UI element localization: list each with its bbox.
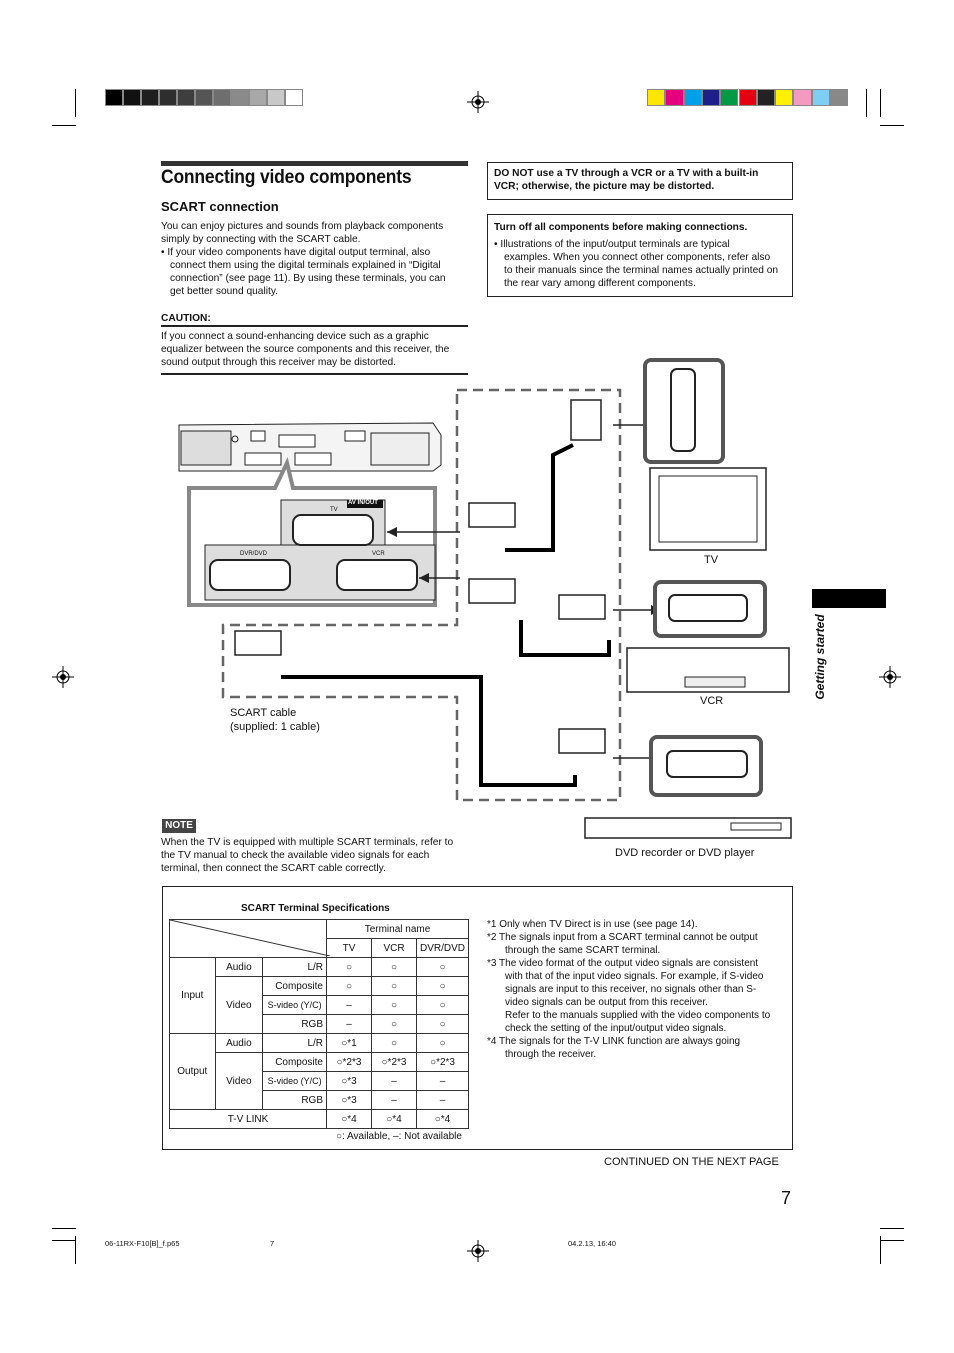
cell: ○ (327, 958, 372, 977)
footnote-line: *2 The signals input from a SCART terminal cannot be output (487, 932, 758, 943)
col-header: DVR/DVD (417, 939, 469, 958)
cell: ○ (372, 958, 417, 977)
row-audio: Audio (215, 958, 263, 977)
vcr-illustration (627, 582, 789, 692)
row-video: Video (215, 1053, 263, 1110)
crop-mark (52, 1228, 76, 1229)
intro-line: You can enjoy pictures and sounds from playback components (161, 221, 444, 232)
note-line: When the TV is equipped with multiple SCART terminals, refer to (161, 837, 454, 848)
cell: – (372, 1091, 417, 1110)
dvd-label: DVD recorder or DVD player (615, 847, 755, 859)
registration-mark-icon (879, 666, 901, 688)
row-video: Video (215, 977, 263, 1034)
cell: ○ (372, 1034, 417, 1053)
cable-label-line: SCART cable (230, 707, 297, 719)
caution-line: If you connect a sound-enhancing device such as a graphic (161, 331, 429, 342)
color-swatch (647, 89, 665, 106)
info-heading: Turn off all components before making connections. (494, 222, 748, 233)
col-header: TV (327, 939, 372, 958)
registration-mark-icon (467, 1240, 489, 1262)
continued-label: CONTINUED ON THE NEXT PAGE (604, 1156, 779, 1168)
intro-bullet: • If your video components have digital output terminal, also (161, 247, 431, 258)
color-swatch (105, 89, 123, 106)
spec-table (169, 919, 469, 1129)
panel-dvr-label: DVR/DVD (240, 551, 268, 557)
color-swatch (267, 89, 285, 106)
terminal-name-header: Terminal name (327, 920, 469, 939)
note-line: terminal, then connect the SCART cable correctly. (161, 863, 386, 874)
cell: ○*3 (327, 1072, 372, 1091)
caution-line: equalizer between the source components and this receiver, the (161, 344, 450, 355)
color-swatch (177, 89, 195, 106)
color-swatch (739, 89, 757, 106)
caution-heading: CAUTION: (161, 313, 211, 324)
cell: ○ (417, 1034, 469, 1053)
info-line: examples. When you connect other components, refer also (504, 252, 771, 263)
row-rgb: RGB (263, 1015, 327, 1034)
crop-mark (880, 1228, 904, 1229)
footnote-line: through the receiver. (505, 1049, 597, 1060)
cell: – (417, 1072, 469, 1091)
cell: ○ (417, 1015, 469, 1034)
footnote-line: signals are input to this receiver, no signals other than S- (505, 984, 757, 995)
row-audio: Audio (215, 1034, 263, 1053)
crop-mark (880, 89, 881, 117)
crop-mark (866, 89, 867, 117)
cell: ○*2*3 (417, 1053, 469, 1072)
intro-bullet: connect them using the digital terminals explained in “Digital (170, 260, 441, 271)
panel-tv-label: TV (330, 507, 338, 513)
note-text (161, 836, 471, 875)
cell: ○*2*3 (327, 1053, 372, 1072)
row-tvlink: T-V LINK (170, 1110, 327, 1129)
cell: ○*3 (327, 1091, 372, 1110)
dvd-illustration (585, 737, 791, 838)
color-swatch (195, 89, 213, 106)
panel-av-label: AV IN/OUT (348, 500, 378, 506)
spec-table-title: SCART Terminal Specifications (241, 903, 390, 914)
intro-text (161, 220, 466, 298)
color-swatch (720, 89, 738, 106)
footnote-line: with that of the input video signals. For example, if S-video (505, 971, 764, 982)
color-swatch (830, 89, 848, 106)
crop-mark (52, 125, 76, 126)
warning-line: VCR; otherwise, the picture may be distorted. (494, 181, 715, 192)
color-swatch (159, 89, 177, 106)
page-title: Connecting video components (161, 167, 412, 188)
footnote-line: *3 The video format of the output video signals are consistent (487, 958, 759, 969)
color-swatch (285, 89, 303, 106)
info-box (487, 214, 793, 297)
color-swatch (141, 89, 159, 106)
info-line: • Illustrations of the input/output terminals are typical (494, 239, 730, 250)
registration-mark-icon (52, 666, 74, 688)
side-tab-label: Getting started (813, 614, 827, 700)
footer-date: 04.2.13, 16:40 (568, 1239, 616, 1248)
caution-rule (161, 325, 468, 327)
info-line: the rear vary among different components. (504, 278, 696, 289)
footnote-line: *4 The signals for the T-V LINK function are always going (487, 1036, 741, 1047)
cable-label-line: (supplied: 1 cable) (230, 721, 320, 733)
cable-label (230, 706, 320, 734)
color-swatch (249, 89, 267, 106)
cell: ○ (372, 996, 417, 1015)
warning-box (487, 162, 793, 200)
cell: ○*2*3 (372, 1053, 417, 1072)
page-number: 7 (781, 1188, 792, 1208)
color-swatch (231, 89, 249, 106)
caution-line: sound output through this receiver may be distorted. (161, 357, 397, 368)
cell: ○ (327, 977, 372, 996)
footnote-line: *1 Only when TV Direct is in use (see page 14). (487, 919, 698, 930)
color-swatch (123, 89, 141, 106)
row-group-input: Input (170, 958, 216, 1034)
cell: ○*1 (327, 1034, 372, 1053)
color-swatch (684, 89, 702, 106)
row-rgb: RGB (263, 1091, 327, 1110)
warning-line: DO NOT use a TV through a VCR or a TV with a built-in (494, 168, 759, 179)
footnote-line: video signals can be output from this receiver. (505, 997, 708, 1008)
row-lr: L/R (263, 958, 327, 977)
color-swatch (665, 89, 683, 106)
cell: ○*4 (327, 1110, 372, 1129)
color-swatch (213, 89, 231, 106)
cell: – (327, 996, 372, 1015)
cell: ○*4 (372, 1110, 417, 1129)
crop-mark (52, 1240, 76, 1241)
diagonal-line (170, 920, 330, 956)
vcr-label: VCR (700, 695, 724, 707)
row-composite: Composite (263, 977, 327, 996)
spec-corner-cell (170, 920, 327, 958)
footnotes (487, 918, 787, 1061)
section-heading: SCART connection (161, 199, 279, 214)
col-header: VCR (372, 939, 417, 958)
cell: ○ (417, 996, 469, 1015)
registration-mark-icon (467, 91, 489, 113)
row-group-output: Output (170, 1034, 216, 1110)
table-legend: ○: Available, –: Not available (336, 1131, 462, 1142)
footnote-line: through the same SCART terminal. (505, 945, 661, 956)
connection-diagram (175, 355, 795, 840)
crop-mark (880, 1240, 904, 1241)
note-line: the TV manual to check the available video signals for each (161, 850, 430, 861)
footnote-line: check the setting of the input/output video signals. (505, 1023, 727, 1034)
cell: – (372, 1072, 417, 1091)
crop-mark (75, 89, 76, 117)
cell: ○ (372, 977, 417, 996)
color-swatch (812, 89, 830, 106)
crop-mark (880, 125, 904, 126)
tv-label: TV (704, 554, 719, 566)
row-lr: L/R (263, 1034, 327, 1053)
row-svideo: S-video (Y/C) (263, 1072, 327, 1091)
cell: ○*4 (417, 1110, 469, 1129)
color-swatch (757, 89, 775, 106)
intro-bullet: connection” (see page 11). By using these terminals, you can (170, 273, 446, 284)
intro-bullet: get better sound quality. (170, 286, 278, 297)
footer-file: 06-11RX-F10[B]_f.p65 (105, 1239, 180, 1248)
cell: ○ (372, 1015, 417, 1034)
footnote-line: Refer to the manuals supplied with the video components to (505, 1010, 771, 1021)
cell: ○ (417, 977, 469, 996)
footer-page: 7 (270, 1239, 275, 1248)
color-swatch (702, 89, 720, 106)
info-line: to their manuals since the terminal names actually printed on (504, 265, 779, 276)
note-badge: NOTE (162, 819, 196, 833)
intro-line: simply by connecting with the SCART cable. (161, 234, 361, 245)
cell: – (417, 1091, 469, 1110)
receiver-rear-panel (179, 423, 441, 471)
panel-vcr-label: VCR (372, 551, 385, 557)
color-swatch (793, 89, 811, 106)
tv-illustration (645, 360, 766, 550)
cell: – (327, 1015, 372, 1034)
row-composite: Composite (263, 1053, 327, 1072)
row-svideo: S-video (Y/C) (263, 996, 327, 1015)
color-swatch (775, 89, 793, 106)
cell: ○ (417, 958, 469, 977)
title-bar (161, 161, 468, 166)
